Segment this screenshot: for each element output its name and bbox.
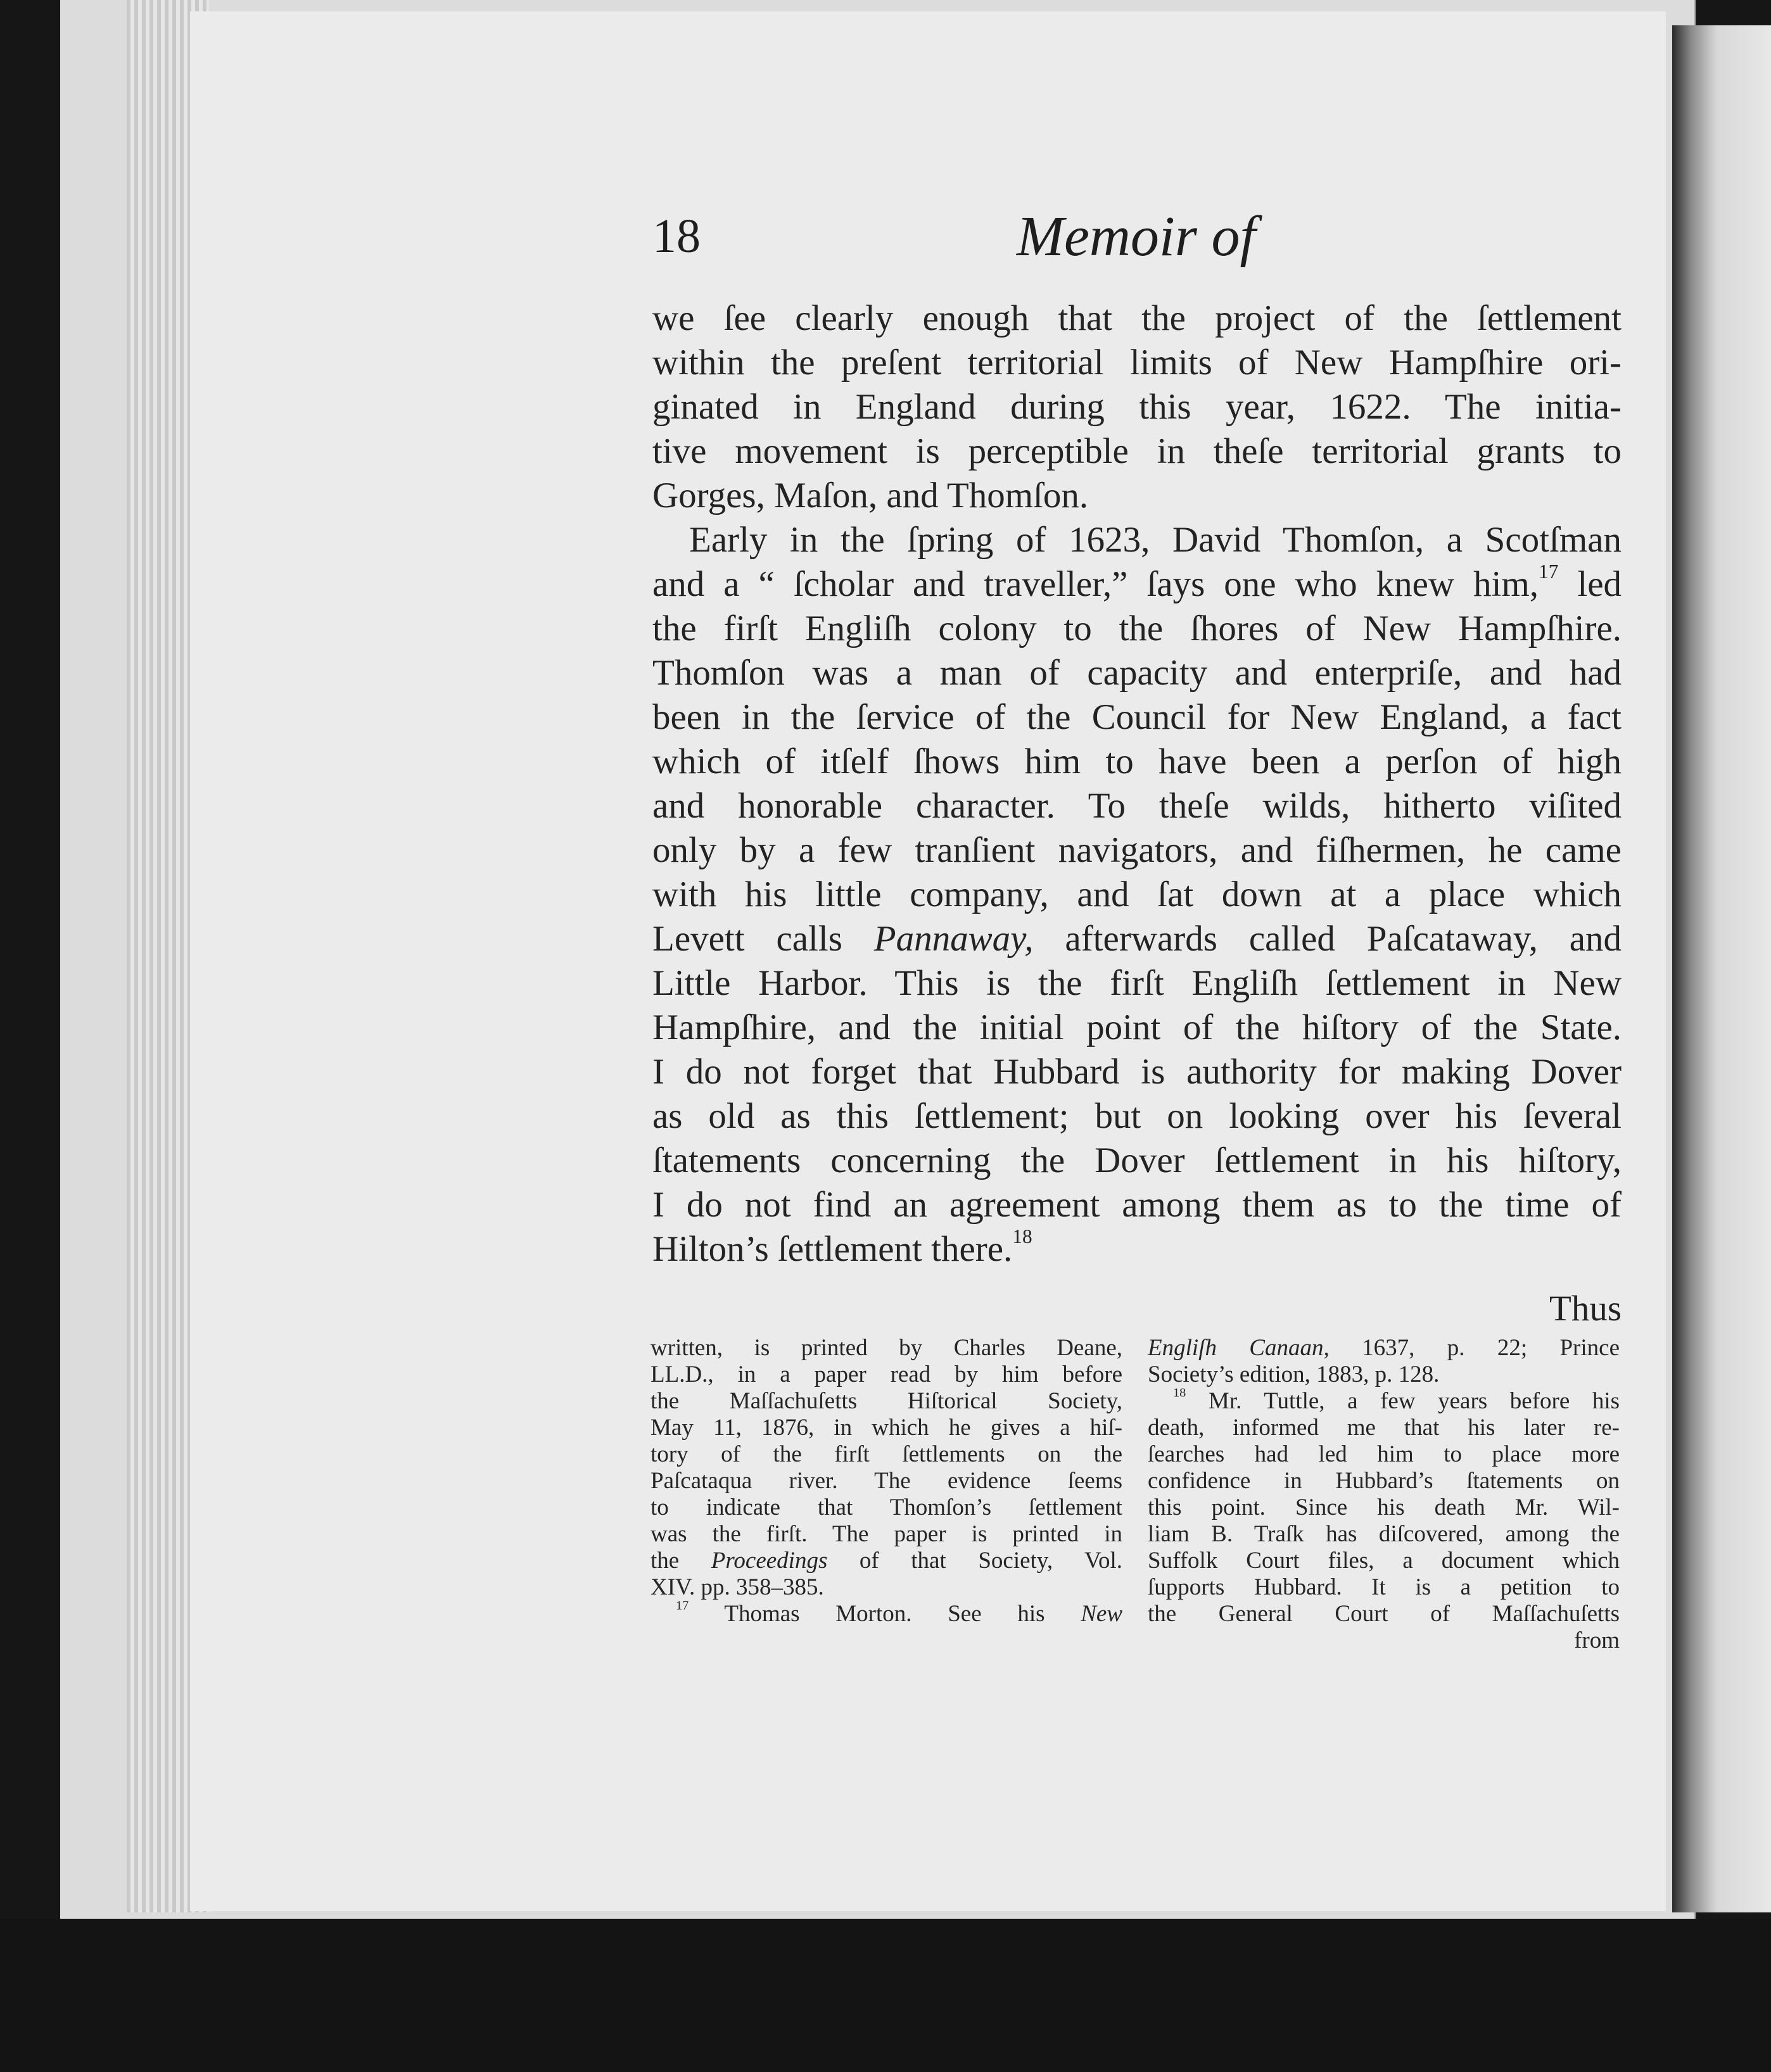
text-fragment: the (651, 1548, 680, 1574)
text-fragment: Hilton’s ſettlement there. (652, 1229, 1013, 1269)
footnote-line: liam B. Traſk has diſcovered, among the (1148, 1521, 1620, 1547)
text-fragment: Levett calls (652, 919, 842, 959)
text-line (652, 562, 1622, 607)
scan-background (0, 1919, 1771, 2072)
footnote-line (651, 1598, 1122, 1627)
text-line: as old as this ſettlement; but on looking over his ſeveral (652, 1096, 1622, 1136)
text-line (652, 917, 1622, 961)
footnotes-left-column (651, 1335, 1122, 1627)
footnote-line: LL.D., in a paper read by him before (651, 1361, 1122, 1387)
footnote-line: Society’s edition, 1883, p. 128. (1148, 1361, 1440, 1387)
footnote-line (1148, 1388, 1620, 1415)
text-line: Thomſon was a man of capacity and enterpriſe, and had (652, 653, 1622, 693)
text-line: Gorges, Maſon, and Thomſon. (652, 476, 1089, 515)
footnote-marker-18: 18 (1173, 1386, 1186, 1400)
footnotes-right-column (1148, 1335, 1620, 1654)
footnote-line: the General Court of Maſſachuſetts (1148, 1601, 1620, 1627)
text-line: ſtatements concerning the Dover ſettlement in his hiſtory, (652, 1140, 1622, 1180)
page-header (652, 205, 1615, 279)
text-fragment: and a “ ſcholar and traveller,” ſays one who knew him, (652, 564, 1539, 604)
footnote-line: to indicate that Thomſon’s ſettlement (651, 1494, 1122, 1520)
footnote-line: ſupports Hubbard. It is a petition to (1148, 1574, 1620, 1600)
italic-place-name: Pannaway, (873, 919, 1034, 959)
text-line: ginated in England during this year, 1622. The initia- (652, 387, 1622, 427)
text-line: with his little company, and ſat down at a place which (652, 875, 1622, 914)
text-line: within the preſent territorial limits of New Hampſhire ori- (652, 343, 1622, 382)
catchword: Thus (1549, 1289, 1622, 1329)
text-fragment: 1637, p. 22; Prince (1362, 1335, 1620, 1361)
text-line: and honorable character. To theſe wilds, hitherto viſited (652, 786, 1622, 826)
text-line: only by a few tranſient navigators, and fiſhermen, he came (652, 830, 1622, 870)
text-line: Early in the ſpring of 1623, David Thomſon, a Scotſman (689, 520, 1622, 560)
footnote-ref-18: 18 (1012, 1225, 1032, 1248)
italic-title: Engliſh Canaan, (1148, 1335, 1330, 1361)
page-number: 18 (652, 210, 701, 263)
text-fragment: afterwards called Paſcataway, and (1065, 919, 1622, 959)
italic-title: Proceedings (711, 1548, 828, 1574)
text-line: I do not forget that Hubbard is authority for making Dover (652, 1052, 1622, 1092)
footnote-marker-17: 17 (676, 1598, 689, 1613)
text-line: Hampſhire, and the initial point of the hiſtory of the State. (652, 1008, 1622, 1047)
running-head: Memoir of (1017, 205, 1256, 268)
text-line (652, 1227, 1622, 1272)
text-fragment: Mr. Tuttle, a few years before his (1208, 1388, 1620, 1414)
footnote-line: tory of the firſt ſettlements on the (651, 1441, 1122, 1467)
footnote-line: confidence in Hubbard’s ſtatements on (1148, 1468, 1620, 1494)
text-line: Little Harbor. This is the firſt Engliſh ſettlement in New (652, 963, 1622, 1003)
text-fragment: led (1577, 564, 1622, 604)
main-text (652, 296, 1622, 1331)
italic-title: New (1081, 1601, 1122, 1627)
text-line: tive movement is perceptible in theſe territorial grants to (652, 431, 1622, 471)
footnote-line (651, 1548, 1122, 1574)
footnote-line: written, is printed by Charles Deane, (651, 1335, 1122, 1361)
footnote-line: death, informed me that his later re- (1148, 1415, 1620, 1441)
text-line: which of itſelf ſhows him to have been a perſon of high (652, 742, 1622, 781)
text-line: the firſt Engliſh colony to the ſhores of New Hampſhire. (652, 609, 1622, 648)
footnote-catchword: from (1574, 1627, 1620, 1653)
text-fragment: Thomas Morton. See his (724, 1601, 1045, 1627)
footnote-line: the Maſſachuſetts Hiſtorical Society, (651, 1388, 1122, 1414)
text-fragment: of that Society, Vol. (859, 1548, 1123, 1574)
text-line: I do not find an agreement among them as to the time of (652, 1185, 1622, 1225)
footnote-line: XIV. pp. 358–385. (651, 1574, 824, 1600)
facing-page-edge (1672, 25, 1771, 1912)
footnote-line: was the firſt. The paper is printed in (651, 1521, 1122, 1547)
footnote-line (1148, 1335, 1620, 1361)
footnote-line: May 11, 1876, in which he gives a hiſ- (651, 1415, 1122, 1441)
footnote-line: Paſcataqua river. The evidence ſeems (651, 1468, 1122, 1494)
footnote-ref-17: 17 (1539, 560, 1559, 583)
text-line: been in the ſervice of the Council for New England, a fact (652, 697, 1622, 737)
footnote-line: Suffolk Court files, a document which (1148, 1548, 1620, 1574)
footnote-line: ſearches had led him to place more (1148, 1441, 1620, 1467)
footnote-line: this point. Since his death Mr. Wil- (1148, 1494, 1620, 1520)
text-line: we ſee clearly enough that the project of the ſettlement (652, 298, 1622, 338)
